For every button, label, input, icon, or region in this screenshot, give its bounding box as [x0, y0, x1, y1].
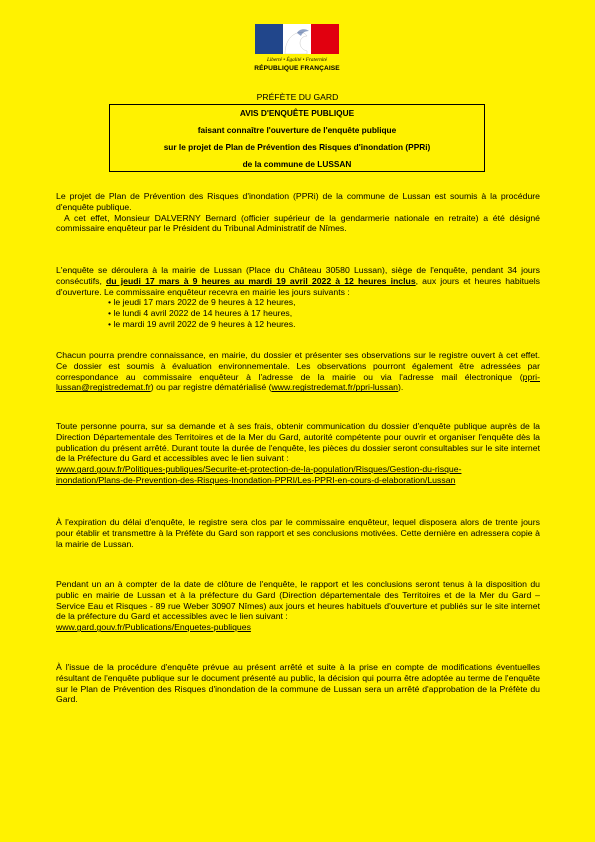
paragraph-observations: [56, 350, 540, 393]
observations-end: ).: [397, 382, 404, 393]
observations-middle: ) ou par registre dématérialisé (: [150, 382, 272, 393]
publications-link[interactable]: www.gard.gouv.fr/Publications/Enquetes-publiques: [56, 622, 251, 633]
schedule-text-before: L'enquête se déroulera à la mairie de Lussan (Place du Château 30580 Lussan), siège de l'enquête, pendant 34 jours consécutifs,: [56, 265, 540, 286]
marianne-flag-icon: [255, 24, 339, 54]
report-text: Pendant un an à compter de la date de clôture de l'enquête, le rapport et les conclusions seront tenus à la disposition du public en mairie de Lussan et à la préfecture du Gard (Direction départementale des Territoires et de la Mer du Gard – Service Eau et Risques - 89 rue Weber 30907 Nîmes) aux jours et heures habituels d'ouverture et publiés sur le site internet de la préfecture du Gard et accessibles avec le lien suivant :: [56, 579, 540, 622]
paragraph-schedule: [56, 265, 540, 330]
paragraph-report: [56, 579, 540, 633]
notice-subtitle-2: sur le projet de Plan de Prévention des Risques d'inondation (PPRi): [163, 142, 431, 152]
paragraph-intro: [56, 191, 540, 234]
email-link[interactable]: ppri-lussan@registredemat.fr: [56, 371, 540, 393]
communication-text: Toute personne pourra, sur sa demande et à ses frais, obtenir communication du dossier d'enquête publique auprès de la Direction Départementale des Territoires et de la Mer du Gard, autorité compétente pour ouvrir et organiser l'enquête dès la publication du présent arrêté. Durant toute la durée de l'enquête, les pièces du dossier seront consultables sur le site internet de la Préfecture du Gard et accessibles avec le lien suivant :: [56, 421, 540, 464]
notice-title-box: [109, 104, 485, 172]
permanence-list: [56, 297, 540, 329]
notice-subtitle-1: faisant connaître l'ouverture de l'enquête publique: [197, 125, 397, 135]
republic-motto: Liberté • Égalité • Fraternité: [266, 57, 328, 63]
list-item: • le jeudi 17 mars 2022 de 9 heures à 12 heures,: [108, 297, 296, 308]
notice-title: AVIS D'ENQUÊTE PUBLIQUE: [239, 108, 355, 118]
republique-francaise-logo: [253, 24, 341, 72]
observations-text: Chacun pourra prendre connaissance, en mairie, du dossier et présenter ses observations sur le registre ouvert à cet effet. Ce dossier est soumis à évaluation environnementale. Les observations pourront également être adressées par correspondance au commissaire enquêteur à l'adresse de la mairie ou via l'adresse mail électronique (: [56, 350, 540, 382]
intro-text: Le projet de Plan de Prévention des Risques d'inondation (PPRi) de la commune de Lussan est soumis à la procédure d'enquête publique.: [56, 191, 540, 212]
schedule-text-after: , aux jours et heures habituels d'ouverture. Le commissaire enquêteur recevra en mairie les jours suivants :: [56, 275, 540, 297]
list-item: • le lundi 4 avril 2022 de 14 heures à 17 heures,: [108, 308, 293, 319]
paragraph-decision: [56, 662, 540, 705]
dossier-link-line-2[interactable]: inondation/Plans-de-Prevention-des-Risques-Inondation-PPRI/Les-PPRI-en-cours-d-elaboration/Lussan: [56, 474, 456, 485]
inquiry-dates: du jeudi 17 mars à 9 heures au mardi 19 avril 2022 à 12 heures inclus: [105, 275, 416, 286]
registry-link[interactable]: www.registredemat.fr/ppri-lussan: [271, 382, 398, 393]
paragraph-closing: [56, 517, 540, 549]
republic-name: RÉPUBLIQUE FRANÇAISE: [254, 65, 340, 72]
commissioner-text: A cet effet, Monsieur DALVERNY Bernard (officier supérieur de la gendarmerie nationale en retraite) a été désigné commissaire enquêteur par le Président du Tribunal Administratif de Nîmes.: [56, 212, 540, 234]
dossier-link-line-1[interactable]: www.gard.gouv.fr/Politiques-publiques/Securite-et-protection-de-la-population/Risques/Gestion-du-risque-: [56, 464, 462, 475]
prefecture-title: PRÉFÈTE DU GARD: [256, 92, 339, 102]
list-item: • le mardi 19 avril 2022 de 9 heures à 12 heures.: [108, 318, 296, 329]
notice-subtitle-3: de la commune de LUSSAN: [242, 159, 352, 169]
paragraph-communication: [56, 421, 540, 486]
closing-text: À l'expiration du délai d'enquête, le registre sera clos par le commissaire enquêteur, lequel disposera alors de trente jours pour établir et transmettre à la Préfète du Gard son rapport et ses conclusions motivées. Cette dernière en adressera copie à la mairie de Lussan.: [56, 517, 540, 549]
decision-text: À l'issue de la procédure d'enquête prévue au présent arrêté et suite à la prise en compte de modifications éventuelles résultant de l'enquête publique sur le document présenté au public, la décision qui pourra être adoptée au terme de l'enquête sur le Plan de Prévention des Risques d'inondation de la commune de Lussan sera un arrêté d'approbation de la Préfète du Gard.: [56, 662, 540, 705]
